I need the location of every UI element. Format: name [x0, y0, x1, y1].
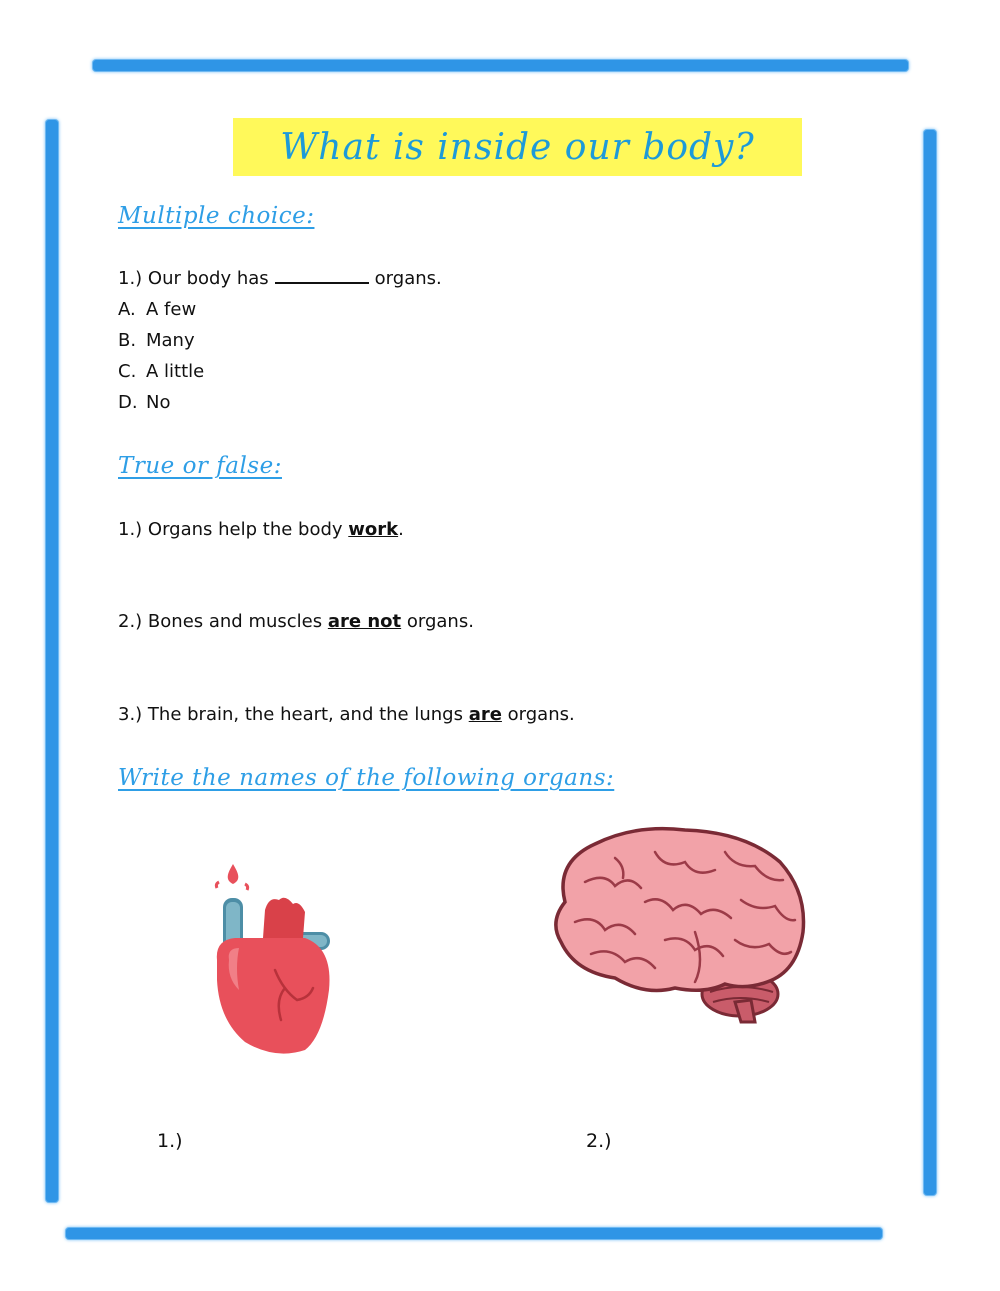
- page-title: What is inside our body?: [280, 126, 755, 168]
- option-text: A few: [146, 299, 197, 320]
- statement-text-end: organs.: [401, 611, 474, 632]
- mc-question: [118, 268, 442, 289]
- statement-text-end: .: [398, 519, 404, 540]
- option-text: Many: [146, 330, 195, 351]
- statement-keyword: work: [348, 519, 399, 540]
- statement-text: 2.) Bones and muscles: [118, 611, 328, 632]
- name-organs-heading: Write the names of the following organs:: [118, 765, 615, 791]
- mc-question-prefix: 1.) Our body has: [118, 268, 269, 289]
- mc-question-suffix: organs.: [374, 268, 442, 289]
- statement-text: 3.) The brain, the heart, and the lungs: [118, 704, 469, 725]
- border-bottom: [66, 1228, 882, 1239]
- option-letter: B.: [118, 330, 137, 351]
- statement-keyword: are not: [327, 611, 402, 632]
- tf-statement-3: [118, 704, 575, 725]
- option-letter: D.: [118, 392, 138, 413]
- statement-text-end: organs.: [501, 704, 575, 725]
- mc-option-a: [118, 299, 196, 320]
- option-letter: A.: [118, 299, 136, 320]
- organ-answer-label-2: 2.): [586, 1130, 612, 1152]
- border-left: [46, 120, 58, 1202]
- mc-option-c: [118, 361, 204, 382]
- title-banner: [233, 118, 802, 176]
- option-text: A little: [146, 361, 205, 382]
- tf-statement-1: [118, 519, 404, 540]
- border-right: [924, 130, 936, 1195]
- option-text: No: [146, 392, 171, 413]
- tf-statement-2: [118, 611, 474, 632]
- option-letter: C.: [118, 361, 137, 382]
- multiple-choice-heading: Multiple choice:: [118, 203, 315, 229]
- statement-text: 1.) Organs help the body: [118, 519, 349, 540]
- statement-keyword: are: [468, 704, 502, 725]
- true-false-heading: True or false:: [118, 453, 282, 479]
- organ-answer-label-1: 1.): [157, 1130, 183, 1152]
- mc-option-d: [118, 392, 170, 413]
- brain-icon: [545, 822, 810, 1027]
- border-top: [93, 60, 908, 71]
- answer-blank: [275, 268, 369, 284]
- mc-option-b: [118, 330, 195, 351]
- heart-icon: [205, 860, 340, 1060]
